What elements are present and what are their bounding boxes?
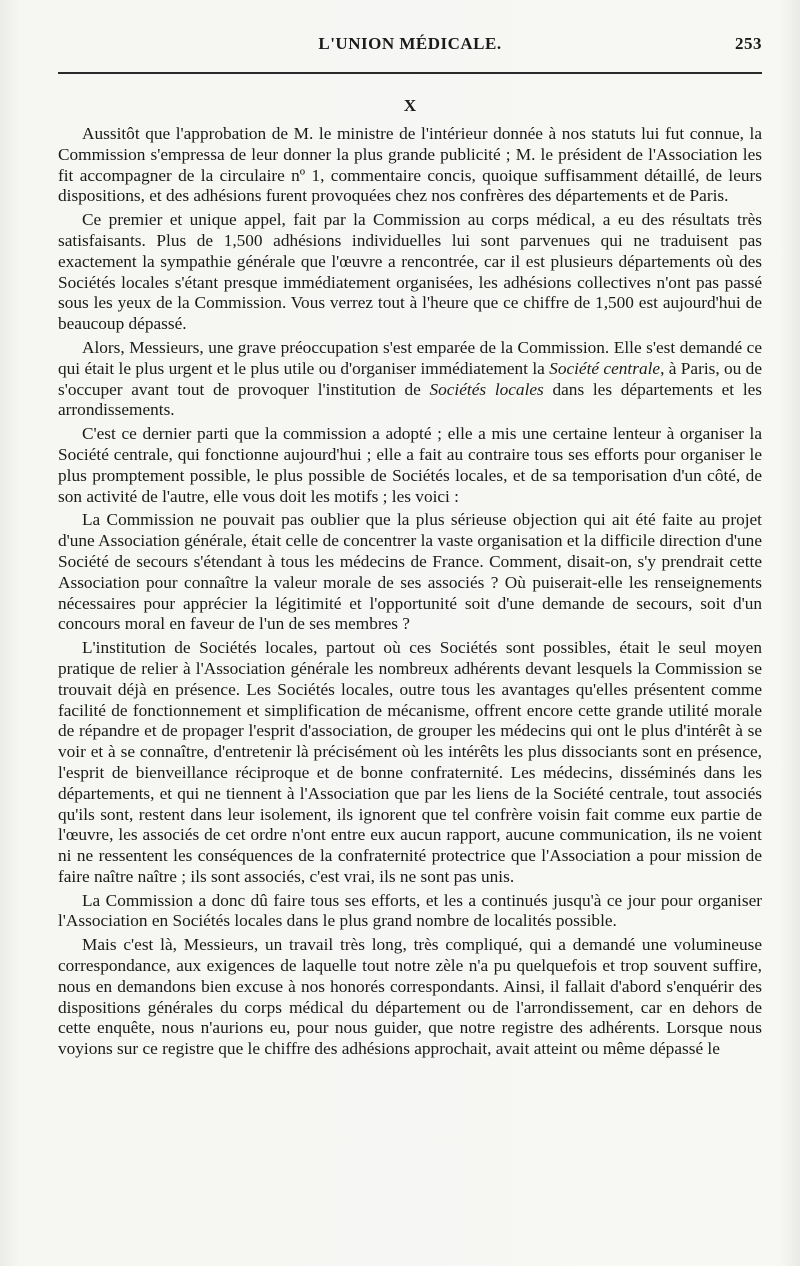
- paragraph-3: [58, 338, 762, 421]
- paragraph-7: La Commission a donc dû faire tous ses efforts, et les a continués jusqu'à ce jour pour organiser l'Association en Sociétés locales dans le plus grand nombre de localités possible.: [58, 890, 762, 931]
- paragraph-8: Mais c'est là, Messieurs, un travail très long, très compliqué, qui a demandé une volumineuse correspondance, aux exigences de laquelle tout notre zèle n'a pu quelquefois et trop souvent suffire, nous en demandons bien excuse à nos honorés correspondants. Ainsi, il fallait d'abord s'enquérir des dispositions générales du corps médical du département ou de l'arrondissement, car en dehors de cette enquête, nous n'aurions eu, pour nous guider, que notre registre des adhérents. Lorsque nous voyions sur ce registre que le chiffre des adhésions approchait, avait atteint ou même dépassé le: [58, 935, 762, 1059]
- header-rule: [58, 72, 762, 74]
- paragraph-5: La Commission ne pouvait pas oublier que la plus sérieuse objection qui ait été faite au projet d'une Association générale, était celle de concentrer la vaste organisation et la difficile direction d'une Société de secours s'étendant à tous les médecins de France. Comment, disait-on, s'y prendrait cette Association pour connaître la valeur morale de ses associés ? Où puiserait-elle les renseignements nécessaires pour apprécier la légitimité et l'opportunité soit d'une demande de secours, soit d'un concours moral en faveur de l'un de ses membres ?: [58, 510, 762, 634]
- paragraph-4: C'est ce dernier parti que la commission a adopté ; elle a mis une certaine lenteur à organiser la Société centrale, qui fonctionne aujourd'hui ; elle a fait au contraire tous ses efforts pour organiser le plus promptement possible, le plus possible de Sociétés locales, et de sa temporisation d'un côté, de son activité de l'autre, elle vous doit les motifs ; les voici :: [58, 424, 762, 506]
- paragraph-3-part-2: , à Paris, ou de s'occuper avant tout de provoquer l'institution de: [58, 358, 762, 399]
- paragraph-1: Aussitôt que l'approbation de M. le ministre de l'intérieur donnée à nos statuts lui fut connue, la Commission s'empressa de leur donner la plus grande publicité ; M. le président de l'Association les fit accompagner de la circulaire nº 1, commentaire concis, quoique suffisamment détaillé, de leurs dispositions, et des adhésions furent provoquées chez nos confrères des départements et de Paris.: [58, 124, 762, 206]
- paragraph-6: L'institution de Sociétés locales, partout où ces Sociétés sont possibles, était le seul moyen pratique de relier à l'Association générale les nombreux adhérents devant lesquels la Commission se trouvait déjà en présence. Les Sociétés locales, outre tous les avantages qu'elles présentent comme facilité de fonctionnement et simplification de mécanisme, offrent encore cette grande utilité morale de répandre et de propager l'esprit d'association, de grouper les médecins qui ont le plus d'intérêt à se voir et à se connaître, d'entretenir là précisément où les intérêts les plus dissociants sont en présence, l'esprit de bienveillance réciproque et de bonne confraternité. Les médecins, disséminés dans les départements, et qui ne tiennent à l'Association que par les liens de la Société centrale, tout associés qu'ils sont, restent dans leur isolement, ils ignorent que tel confrère voisin fait comme eux partie de l'œuvre, les associés de cet ordre n'ont entre eux aucun rapport, aucune communication, ils ne voient ni ne ressentent les conséquences de la confraternité protectrice que l'Association a pour mission de faire naître naître ; ils sont associés, c'est vrai, ils ne sont pas unis.: [58, 638, 762, 886]
- paragraph-3-part-3: dans les départements et les arrondissements.: [58, 379, 763, 420]
- paragraph-3-part-1: Alors, Messieurs, une grave préoccupation s'est emparée de la Commission. Elle s'est demandé ce qui était le plus urgent et le plus utile ou d'organiser immédiatement la: [58, 337, 762, 378]
- running-title: L'UNION MÉDICALE.: [318, 34, 502, 53]
- page-number: 253: [735, 34, 762, 53]
- section-number: X: [403, 96, 417, 115]
- paragraph-2: Ce premier et unique appel, fait par la Commission au corps médical, a eu des résultats très satisfaisants. Plus de 1,500 adhésions individuelles lui sont parvenues qui ne traduisent pas exactement la sympathie générale que l'œuvre a rencontrée, car il est plusieurs départements où des Sociétés locales s'étant presque immédiatement organisées, les adhésions collectives n'ont pas passé sous les yeux de la Commission. Vous verrez tout à l'heure que ce chiffre de 1,500 est aujourd'hui de beaucoup dépassé.: [58, 210, 762, 334]
- body-text: [58, 124, 762, 1060]
- italic-societes-locales: Sociétés locales: [429, 379, 544, 399]
- italic-societe-centrale: Société centrale: [549, 358, 661, 378]
- page-header: [58, 32, 762, 62]
